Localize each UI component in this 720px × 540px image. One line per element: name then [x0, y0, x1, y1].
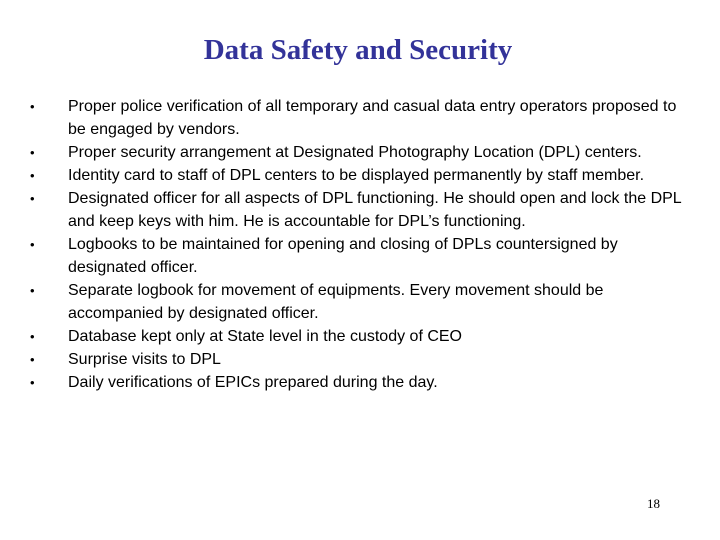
- bullet-text: Separate logbook for movement of equipments. Every movement should be accompanied by designated officer.: [68, 282, 604, 322]
- bullet-list: [30, 95, 690, 394]
- bullet-text: Proper police verification of all temporary and casual data entry operators proposed to be engaged by vendors.: [68, 98, 677, 138]
- bullet-item: [30, 348, 690, 371]
- bullet-item: [30, 164, 690, 187]
- bullet-item: [30, 141, 690, 164]
- bullet-icon: •: [30, 329, 35, 344]
- bullet-text: Identity card to staff of DPL centers to be displayed permanently by staff member.: [68, 167, 645, 184]
- bullet-icon: •: [30, 168, 35, 183]
- bullet-text: Designated officer for all aspects of DPL functioning. He should open and lock the DPL and keep keys with him. He is accountable for DPL’s functioning.: [68, 190, 682, 230]
- page-number: 18: [647, 496, 660, 511]
- bullet-text: Daily verifications of EPICs prepared during the day.: [68, 374, 438, 391]
- bullet-icon: •: [30, 191, 35, 206]
- bullet-icon: •: [30, 145, 35, 160]
- bullet-item: [30, 371, 690, 394]
- bullet-item: [30, 233, 690, 279]
- bullet-item: [30, 95, 690, 141]
- bullet-item: [30, 325, 690, 348]
- slide-title: Data Safety and Security: [203, 34, 513, 66]
- bullet-icon: •: [30, 237, 35, 252]
- bullet-icon: •: [30, 375, 35, 390]
- bullet-text: Database kept only at State level in the custody of CEO: [68, 328, 462, 345]
- bullet-item: [30, 279, 690, 325]
- bullet-icon: •: [30, 283, 35, 298]
- bullet-icon: •: [30, 352, 35, 367]
- bullet-item: [30, 187, 690, 233]
- bullet-icon: •: [30, 99, 35, 114]
- bullet-text: Surprise visits to DPL: [68, 351, 221, 368]
- bullet-text: Proper security arrangement at Designated Photography Location (DPL) centers.: [68, 144, 642, 161]
- bullet-text: Logbooks to be maintained for opening and closing of DPLs countersigned by designated officer.: [68, 236, 618, 276]
